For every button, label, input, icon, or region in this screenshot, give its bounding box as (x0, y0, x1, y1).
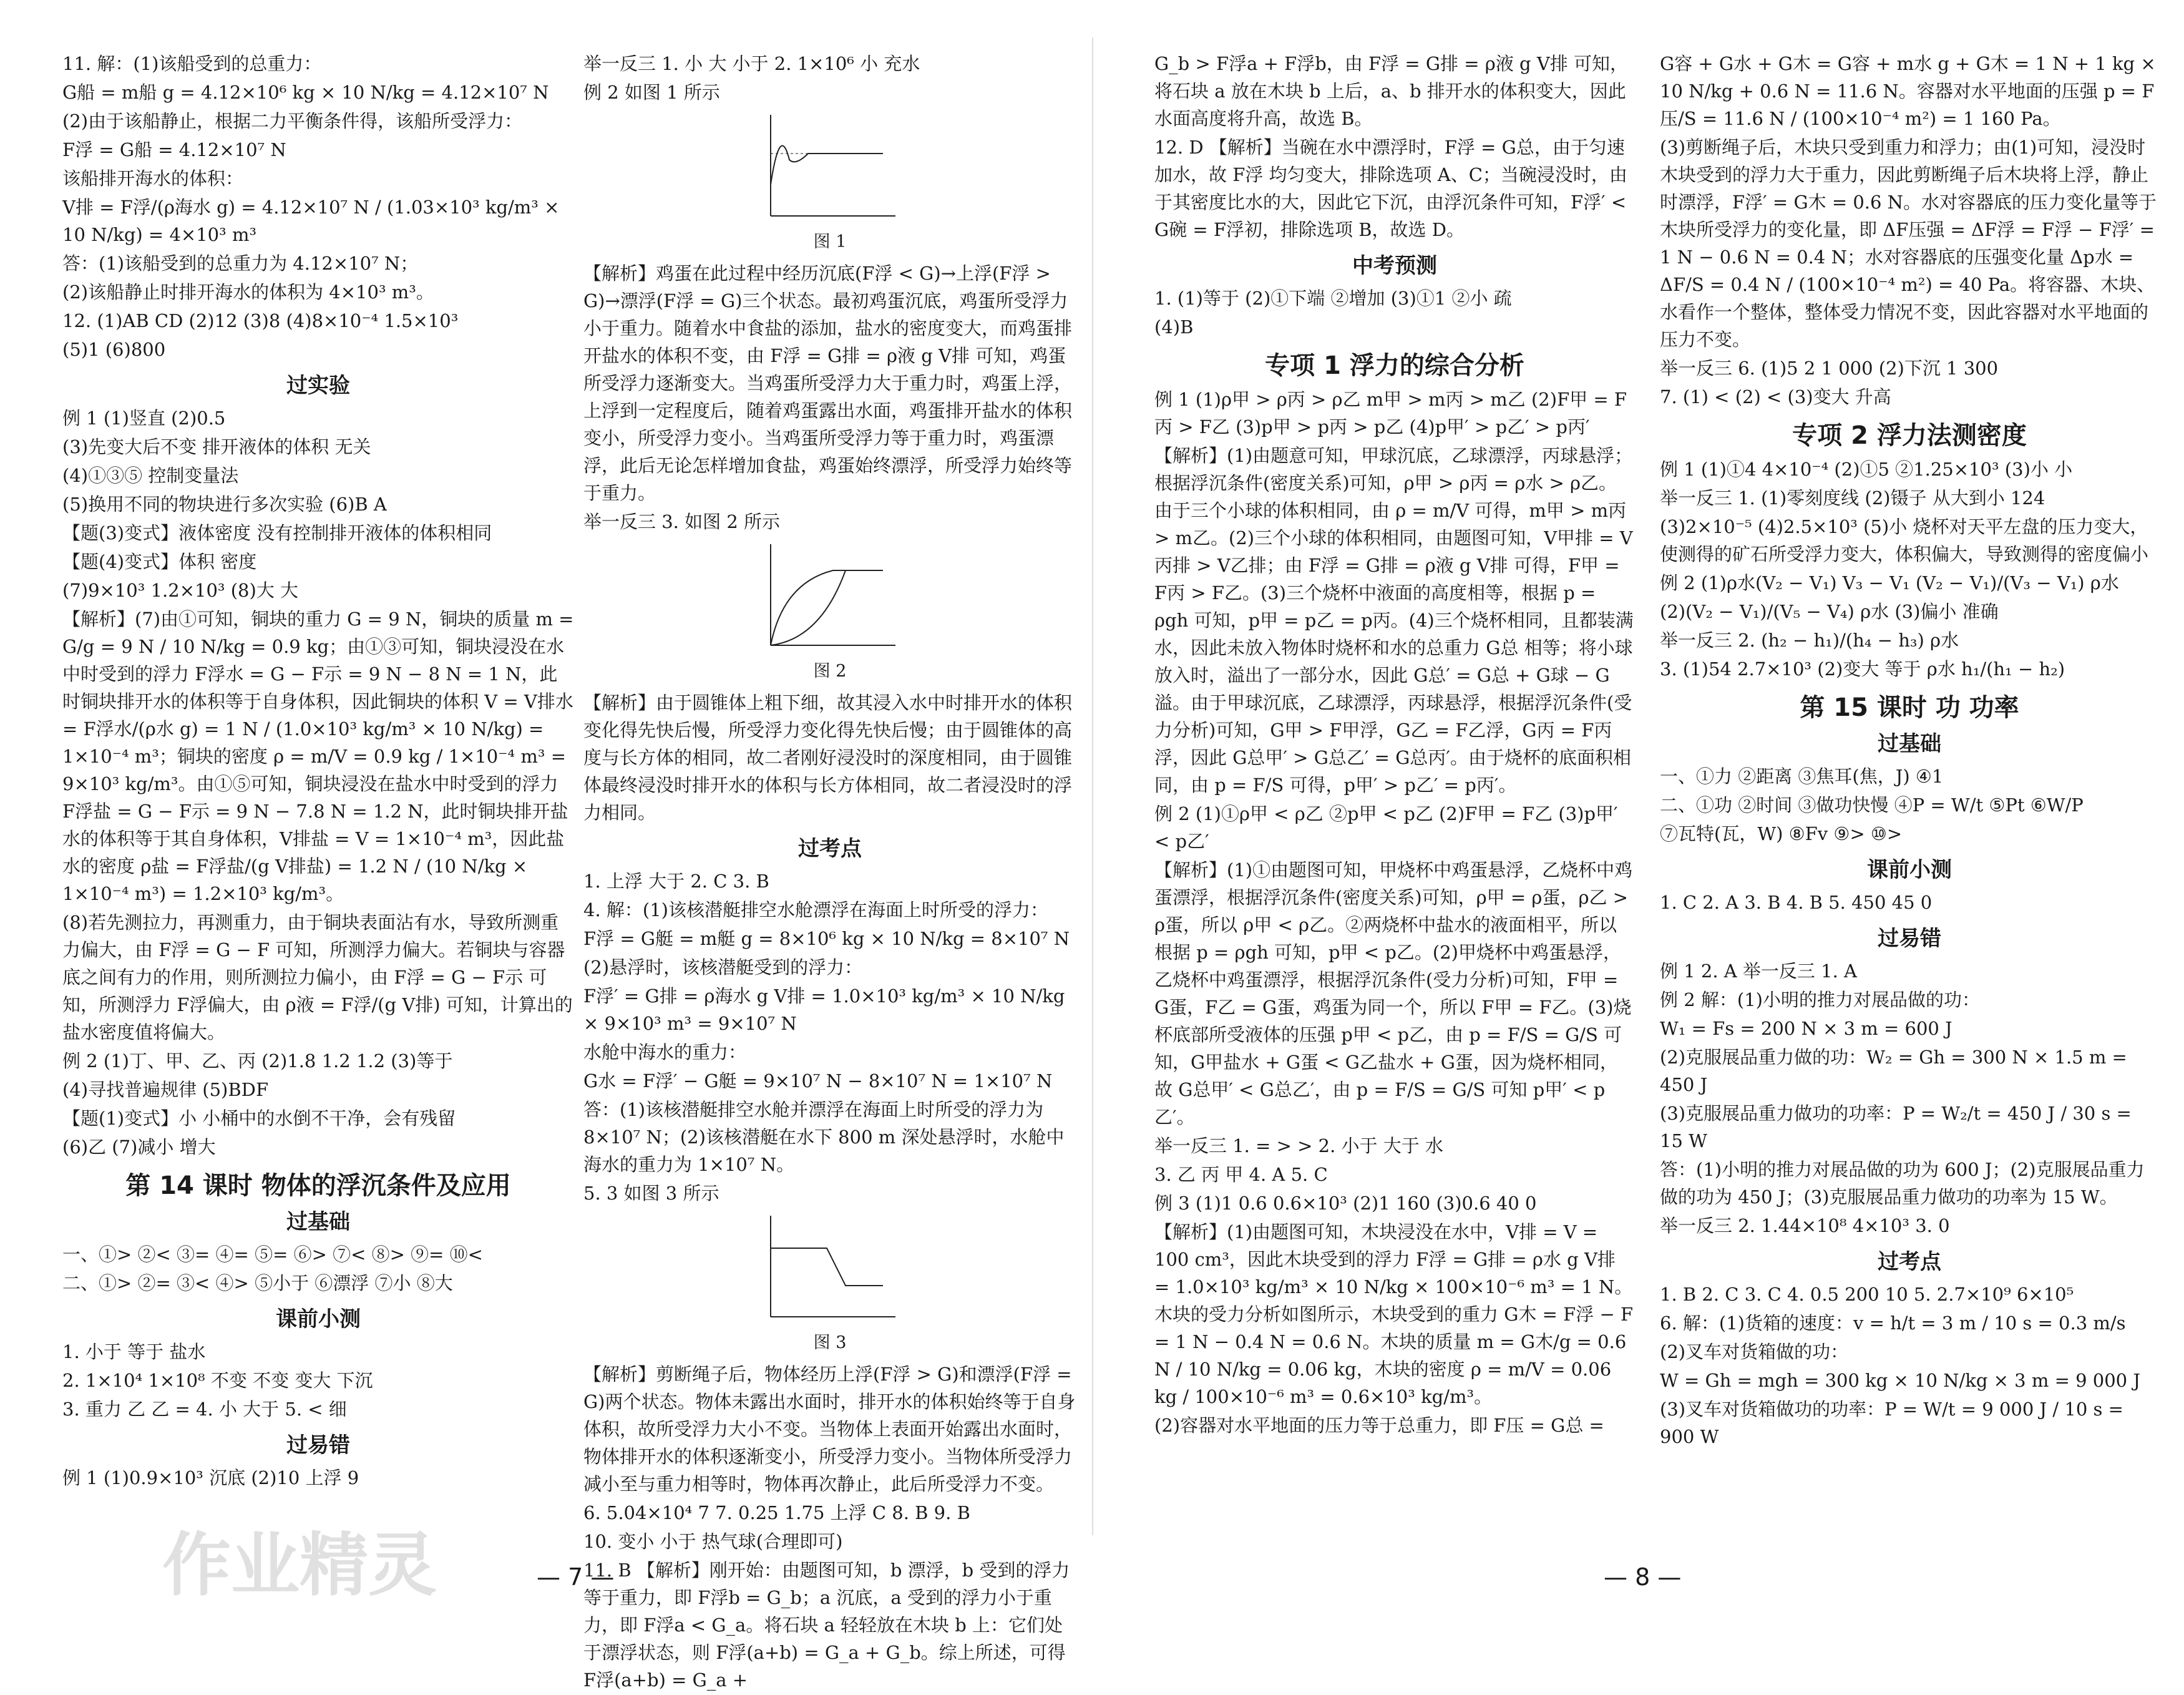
text-line: 该船排开海水的体积： (62, 168, 244, 189)
text-line: 例 1 (1)竖直 (2)0.5 (62, 408, 226, 429)
section-heading: 课前小测 (1867, 857, 1952, 882)
text-line: 二、①> ②= ③< ④> ⑤小于 ⑥漂浮 ⑦小 ⑧大 (62, 1272, 453, 1294)
section-heading: 过基础 (1878, 731, 1941, 756)
text-line: W = Gh = mgh = 300 kg × 10 N/kg × 3 m = 9 000 J (1660, 1370, 2140, 1391)
col4d-block (1660, 889, 2159, 916)
text-line: 1. 小于 等于 盐水 (62, 1341, 206, 1362)
section-heading: 过实验 (286, 373, 350, 398)
text-line: 10. 变小 小于 热气球(合理即可) (583, 1531, 843, 1552)
text-line: 1. 上浮 大于 2. C 3. B (583, 871, 769, 892)
text-line: 1. (1)等于 (2)①下端 ②增加 (3)①1 ②小 疏 (1154, 288, 1512, 309)
text-line: 3. 重力 乙 乙 = 4. 小 大于 5. < 细 (62, 1399, 347, 1420)
text-line: 水舱中海水的重力： (583, 1042, 747, 1063)
section-heading: 过易错 (1878, 926, 1941, 951)
text-line: 3. (1)54 2.7×10³ (2)变大 等于 ρ水 h₁/(h₁ − h₂) (1660, 658, 2065, 680)
text-line: G_b > F浮a + F浮b，由 F浮 = G排 = ρ液 g V排 可知，将石块 a 放在木块 b 上后，a、b 排开水的体积变大，因此水面高度将升高，故选 B。 (1154, 53, 1628, 129)
text-line: 【解析】鸡蛋在此过程中经历沉底(F浮 < G)→上浮(F浮 > G)→漂浮(F浮 = G)三个状态。最初鸡蛋沉底，鸡蛋所受浮力小于重力。随着水中食盐的添加，盐水的密度变大，而鸡蛋排开盐水的体积不变，由 F浮 = G排 = ρ液 g V排 可知，鸡蛋所受浮力逐渐变大。当鸡蛋所受浮力大于重力时，鸡蛋上浮，上浮到一定程度后，随着鸡蛋露出水面，鸡蛋排开盐水的体积变小，所受浮力变小。当鸡蛋所受浮力等于重力时，鸡蛋漂浮，此后无论怎样增加食盐，鸡蛋始终漂浮，所受浮力始终等于重力。 (583, 263, 1073, 504)
col2-block (583, 50, 1076, 106)
text-line: 【解析】(1)由题意可知，甲球沉底，乙球漂浮，丙球悬浮；根据浮沉条件(密度关系)可知，ρ甲 > ρ丙 = ρ水 > ρ乙。由于三个小球的体积相同，由 ρ = m/V 可得，m甲 > m丙 > m乙。(2)三个小球的体积相同，由题图可知，V甲排 = V丙排 > V乙排；由 F浮 = G排 = ρ液 g V排 可得，F甲 = F丙 > F乙。(3)三个烧杯中液面的高度相等，根据 p = ρgh 可知，p甲 = p乙 = p丙。(4)三个烧杯相同，且都装满水，因此未放入物体时烧杯和水的总重力 G总 相等；将小球放入时，溢出了一部分水，因此 G总′ = G总 + G球 − G溢。由于甲球沉底，乙球漂浮，丙球悬浮，根据浮沉条件(受力分析)可知，G甲 > F甲浮，G乙 = F乙浮，G丙 = F丙浮，因此 G总甲′ > G总乙′ = G总丙′。由于烧杯的底面积相同，由 p = F/S 可得，p甲′ > p乙′ = p丙′。 (1154, 445, 1634, 796)
text-line: (3)2×10⁻⁵ (4)2.5×10³ (5)小 烧杯对天平左盘的压力变大，使测得的矿石所受浮力变大，体积偏大，导致测得的密度偏小 (1660, 516, 2149, 565)
text-line: (3)先变大后不变 排开液体的体积 无关 (62, 436, 371, 457)
page-number-left: — 7 — (537, 1563, 615, 1591)
text-line: (2)悬浮时，该核潜艇受到的浮力： (583, 957, 863, 978)
text-line: 例 1 2. A 举一反三 1. A (1660, 960, 1857, 982)
section-heading: 过考点 (1878, 1249, 1941, 1274)
text-line: 答：(1)该核潜艇排空水舱并漂浮在海面上时所受的浮力为 8×10⁷ N；(2)该核潜艇在水下 800 m 深处悬浮时，水舱中海水的重力为 1×10⁷ N。 (583, 1099, 1065, 1175)
text-line: 举一反三 1. (1)零刻度线 (2)镊子 从大到小 124 (1660, 487, 2045, 509)
text-line: V排 = F浮/(ρ海水 g) = 4.12×10⁷ N / (1.03×10³ kg/m³ × 10 N/kg) = 4×10³ m³ (62, 197, 560, 245)
col4f-block (1660, 1281, 2159, 1450)
col1e-block (62, 1464, 574, 1492)
text-line: 4. 解：(1)该核潜艇排空水舱漂浮在海面上时所受的浮力： (583, 899, 1048, 921)
text-line: (2)该船静止时排开海水的体积为 4×10³ m³。 (62, 281, 434, 303)
text-line: 举一反三 2. 1.44×10⁸ 4×10³ 3. 0 (1660, 1215, 1950, 1236)
col4c-block (1660, 763, 2159, 848)
col3b-block (1154, 285, 1635, 341)
text-line: 举一反三 1. 小 大 小于 2. 1×10⁶ 小 充水 (583, 53, 920, 74)
col2b-block (583, 260, 1076, 535)
col1b-block (62, 404, 574, 1161)
text-line: 1. B 2. C 3. C 4. 0.5 200 10 5. 2.7×10⁹ 6×10⁵ (1660, 1284, 2074, 1305)
text-line: 11. B 【解析】刚开始：由题图可知，b 漂浮，b 受到的浮力等于重力，即 F浮b = G_b；a 沉底，a 受到的浮力小于重力，即 F浮a < G_a。将石块 a 轻轻放在木块 b 上：它们处于漂浮状态，则 F浮(a+b) = G_a + G_b。综上所述，可得 F浮(a+b) = G_a + (583, 1560, 1070, 1691)
col2e-block (583, 1360, 1076, 1694)
column-2 (583, 50, 1076, 1695)
text-line: (7)9×10³ 1.2×10³ (8)大 大 (62, 580, 299, 601)
col4b-block (1660, 456, 2159, 683)
text-line: (4)B (1154, 316, 1194, 338)
text-line: F浮 = G艇 = m艇 g = 8×10⁶ kg × 10 N/kg = 8×10⁷ N (583, 928, 1070, 949)
section-heading: 过易错 (286, 1433, 350, 1458)
text-line: 一、①力 ②距离 ③焦耳(焦，J) ④1 (1660, 766, 1944, 787)
text-line: 12. D 【解析】当碗在水中漂浮时，F浮 = G总，由于匀速加水，故 F浮 均匀变大，排除选项 A、C；当碗浸没时，由于其密度比水的大，因此它下沉，由浮沉条件可知，F浮′ < G碗 = F浮初，排除选项 B，故选 D。 (1154, 137, 1627, 240)
text-line: (2)由于该船静止，根据二力平衡条件得，该船所受浮力： (62, 110, 523, 132)
column-1 (62, 50, 574, 1493)
figure-1-graph (758, 110, 902, 228)
col1-block (62, 50, 574, 363)
text-line: ⑦瓦特(瓦，W) ⑧Fv ⑨> ⑩> (1660, 823, 1903, 844)
text-line: 1. C 2. A 3. B 4. B 5. 450 45 0 (1660, 892, 1933, 913)
text-line: 5. 3 如图 3 所示 (583, 1183, 719, 1204)
text-line: 7. (1) < (2) < (3)变大 升高 (1660, 386, 1891, 408)
text-line: 举一反三 2. (h₂ − h₁)/(h₄ − h₃) ρ水 (1660, 630, 1959, 651)
text-line: 12. (1)AB CD (2)12 (3)8 (4)8×10⁻⁴ 1.5×10³ (62, 310, 459, 331)
text-line: W₁ = Fs = 200 N × 3 m = 600 J (1660, 1018, 1952, 1039)
col3-block (1154, 50, 1635, 243)
text-line: 【解析】(1)由题图可知，木块浸没在水中，V排 = V = 100 cm³，因此木块受到的浮力 F浮 = G排 = ρ水 g V排 = 1.0×10³ kg/m³ × 10 N/kg × 100×10⁻⁶ m³ = 1 N。木块的受力分析如图所示，木块受到的重力 G木 = F浮 − F = 1 N − 0.4 N = 0.6 N。木块的质量 m = G木/g = 0.6 N / 10 N/kg = 0.06 kg，木块的密度 ρ = m/V = 0.06 kg / 100×10⁻⁶ m³ = 0.6×10³ kg/m³。 (1154, 1221, 1634, 1407)
text-line: 【解析】剪断绳子后，物体经历上浮(F浮 > G)和漂浮(F浮 = G)两个状态。物体未露出水面时，排开水的体积始终等于自身体积，故所受浮力大小不变。当物体上表面开始露出水面时，物体排开水的体积逐渐变小，所受浮力变小。当物体所受浮力减小至与重力相等时，物体再次静止，此后所受浮力不变。 (583, 1364, 1076, 1495)
text-line: 例 1 (1)①4 4×10⁻⁴ (2)①5 ②1.25×10³ (3)小 小 (1660, 459, 2073, 480)
section-heading: 课前小测 (276, 1307, 361, 1332)
figure-1-caption: 图 1 (813, 232, 847, 252)
page-number-right: — 8 — (1604, 1563, 1682, 1591)
text-line: G容 + G水 + G木 = G容 + m水 g + G木 = 1 N + 1 kg × 10 N/kg + 0.6 N = 11.6 N。容器对水平地面的压强 p = F压/S = 11.6 N / (100×10⁻⁴ m²) = 1 160 Pa。 (1660, 53, 2156, 129)
text-line: 11. 解：(1)该船受到的总重力： (62, 53, 322, 74)
text-line: 答：(1)该船受到的总重力为 4.12×10⁷ N； (62, 253, 419, 274)
text-line: 例 2 解：(1)小明的推力对展品做的功： (1660, 989, 1980, 1010)
text-line: 例 1 (1)0.9×10³ 沉底 (2)10 上浮 9 (62, 1467, 359, 1488)
figure-3-caption: 图 3 (813, 1333, 847, 1352)
text-line: (5)换用不同的物块进行多次实验 (6)B A (62, 494, 387, 515)
text-line: 答：(1)小明的推力对展品做的功为 600 J；(2)克服展品重力做的功为 450 J；(3)克服展品重力做功的功率为 15 W。 (1660, 1159, 2145, 1208)
text-line: 【解析】由于圆锥体上粗下细，故其浸入水中时排开水的体积变化得先快后慢，所受浮力变化得先快后慢；由于圆锥体的高度与长方体的相同，故二者刚好浸没时的深度相同，由于圆锥体最终浸没时排开水的体积与长方体相同，故二者浸没时的浮力相同。 (583, 692, 1073, 823)
text-line: 【题(1)变式】小 小桶中的水倒不干净，会有残留 (62, 1108, 456, 1129)
text-line: 6. 5.04×10⁴ 7 7. 0.25 1.75 上浮 C 8. B 9. B (583, 1502, 970, 1523)
text-line: (6)乙 (7)减小 增大 (62, 1136, 216, 1158)
section-heading: 过考点 (798, 836, 862, 861)
col3c-block (1154, 386, 1635, 1439)
text-line: F浮 = G船 = 4.12×10⁷ N (62, 139, 286, 160)
col1c-block (62, 1241, 574, 1297)
text-line: F浮′ = G排 = ρ海水 g V排 = 1.0×10³ kg/m³ × 10 N/kg × 9×10³ m³ = 9×10⁷ N (583, 985, 1065, 1034)
text-line: 3. 乙 丙 甲 4. A 5. C (1154, 1164, 1328, 1185)
text-line: 【题(4)变式】体积 密度 (62, 551, 257, 572)
text-line: (4)①③⑤ 控制变量法 (62, 465, 239, 486)
text-line: 一、①> ②< ③= ④= ⑤= ⑥> ⑦< ⑧> ⑨= ⑩< (62, 1244, 483, 1265)
page-divider (1092, 37, 1093, 1535)
text-line: (2)(V₂ − V₁)/(V₅ − V₄) ρ水 (3)偏小 准确 (1660, 601, 1999, 622)
text-line: 举一反三 6. (1)5 2 1 000 (2)下沉 1 300 (1660, 358, 1999, 379)
column-3 (1154, 50, 1635, 1440)
text-line: (3)叉车对货箱做功的功率：P = W/t = 9 000 J / 10 s = 900 W (1660, 1399, 2123, 1447)
watermark-bottom: 作业精灵 (162, 1525, 437, 1605)
figure-2-graph (758, 539, 902, 658)
text-line: 【解析】(7)由①可知，铜块的重力 G = 9 N，铜块的质量 m = G/g = 9 N / 10 N/kg = 0.9 kg；由①③可知，铜块浸没在水中时受到的浮力 F浮水 = G − F示 = 9 N − 8 N = 1 N，此时铜块排开水的体积等于自身体积，因此铜块的体积 V = V排水 = F浮水/(ρ水 g) = 1 N / (1.0×10³ kg/m³ × 10 N/kg) = 1×10⁻⁴ m³；铜块的密度 ρ = m/V = 0.9 kg / 1×10⁻⁴ m³ = 9×10³ kg/m³。由①⑤可知，铜块浸没在盐水中时受到的浮力 F浮盐 = G − F示 = 9 N − 7.8 N = 1.2 N，此时铜块排开盐水的体积等于其自身体积，V排盐 = V = 1×10⁻⁴ m³，因此盐水的密度 ρ盐 = F浮盐/(g V排盐) = 1.2 N / (10 N/kg × 1×10⁻⁴ m³) = 1.2×10³ kg/m³。 (62, 608, 574, 904)
col1d-block (62, 1338, 574, 1423)
text-line: (2)克服展品重力做的功：W₂ = Gh = 300 N × 1.5 m = 450 J (1660, 1047, 2127, 1095)
figure-2-caption: 图 2 (813, 662, 847, 681)
text-line: 例 2 (1)ρ水(V₂ − V₁) V₃ − V₁ (V₂ − V₁)/(V₃ − V₁) ρ水 (1660, 572, 2119, 593)
text-line: (4)寻找普遍规律 (5)BDF (62, 1079, 269, 1100)
lesson-title: 第 15 课时 功 功率 (1800, 693, 2019, 722)
topic-title: 专项 1 浮力的综合分析 (1265, 351, 1524, 380)
text-line: 2. 1×10⁴ 1×10⁸ 不变 不变 变大 下沉 (62, 1370, 373, 1391)
column-4 (1660, 50, 2159, 1452)
text-line: G船 = m船 g = 4.12×10⁶ kg × 10 N/kg = 4.12×10⁷ N (62, 82, 549, 103)
text-line: 例 1 (1)ρ甲 > ρ丙 > ρ乙 m甲 > m丙 > m乙 (2)F甲 = F丙 > F乙 (3)p甲 > p丙 > p乙 (4)p甲′ > p乙′ > p丙′ (1154, 389, 1627, 437)
text-line: (2)叉车对货箱做的功： (1660, 1341, 1849, 1362)
text-line: 【解析】(1)①由题图可知，甲烧杯中鸡蛋悬浮，乙烧杯中鸡蛋漂浮，根据浮沉条件(密度关系)可知，ρ甲 = ρ蛋，ρ乙 > ρ蛋，所以 ρ甲 < ρ乙。②两烧杯中盐水的液面相平，所以根据 p = ρgh 可知，p甲 < p乙。(2)甲烧杯中鸡蛋悬浮，乙烧杯中鸡蛋漂浮，根据浮沉条件(受力分析)可知，F甲 = G蛋，F乙 = G蛋，鸡蛋为同一个，所以 F甲 = F乙。(3)烧杯底部所受液体的压强 p甲 < p乙，由 p = F/S = G/S 可知，G甲盐水 + G蛋 < G乙盐水 + G蛋，因为烧杯相同，故 G总甲′ < G总乙′，由 p = F/S = G/S 可知 p甲′ < p乙′。 (1154, 859, 1633, 1128)
figure-3-graph (758, 1211, 902, 1329)
topic-title: 专项 2 浮力法测密度 (1792, 421, 2027, 450)
text-line: 二、①功 ②时间 ③做功快慢 ④P = W/t ⑤Pt ⑥W/P (1660, 794, 2084, 816)
section-heading: 过基础 (286, 1209, 350, 1234)
text-line: G水 = F浮′ − G艇 = 9×10⁷ N − 8×10⁷ N = 1×10⁷ N (583, 1070, 1053, 1092)
text-line: 【题(3)变式】液体密度 没有控制排开液体的体积相同 (62, 522, 492, 544)
text-line: 例 3 (1)1 0.6 0.6×10³ (2)1 160 (3)0.6 40 0 (1154, 1193, 1537, 1214)
text-line: (8)若先测拉力，再测重力，由于铜块表面沾有水，导致所测重力偏大，由 F浮 = G − F 可知，所测浮力偏大。若铜块与容器底之间有力的作用，则所测拉力偏小，由 F浮 = G − F示 可知，所测浮力 F浮偏大，由 ρ液 = F浮/(g V排) 可知，计算出的盐水密度值将偏大。 (62, 912, 573, 1043)
section-heading: 中考预测 (1352, 253, 1437, 278)
text-line: 例 2 (1)丁、甲、乙、丙 (2)1.8 1.2 1.2 (3)等于 (62, 1050, 453, 1072)
col2d-block (583, 867, 1076, 1207)
text-line: 6. 解：(1)货箱的速度：v = h/t = 3 m / 10 s = 0.3 m/s (1660, 1312, 2126, 1334)
col4-block (1660, 50, 2159, 411)
text-line: 例 2 如图 1 所示 (583, 82, 720, 103)
text-line: 举一反三 3. 如图 2 所示 (583, 511, 780, 532)
text-line: 举一反三 1. = > > 2. 小于 大于 水 (1154, 1135, 1443, 1156)
text-line: (3)克服展品重力做功的功率：P = W₂/t = 450 J / 30 s = 15 W (1660, 1103, 2132, 1151)
lesson-title: 第 14 课时 物体的浮沉条件及应用 (125, 1171, 511, 1200)
text-line: (5)1 (6)800 (62, 339, 166, 360)
text-line: (3)剪断绳子后，木块只受到重力和浮力；由(1)可知，浸没时木块受到的浮力大于重力，因此剪断绳子后木块将上浮，静止时漂浮，F浮′ = G木 = 0.6 N。水对容器底的压力变化量等于木块所受浮力的变化量，即 ΔF压强 = ΔF浮 = F浮 − F浮′ = 1 N − 0.6 N = 0.4 N；水对容器底的压强变化量 Δp水 = ΔF/S = 0.4 N / (100×10⁻⁴ m²) = 40 Pa。将容器、木块、水看作一个整体，整体受力情况不变，因此容器对水平地面的压力不变。 (1660, 137, 2157, 350)
col4e-block (1660, 957, 2159, 1239)
text-line: 例 2 (1)①ρ甲 < ρ乙 ②p甲 < p乙 (2)F甲 = F乙 (3)p甲′ < p乙′ (1154, 803, 1618, 852)
col2c-block (583, 689, 1076, 826)
text-line: (2)容器对水平地面的压力等于总重力，即 F压 = G总 = (1154, 1415, 1604, 1436)
